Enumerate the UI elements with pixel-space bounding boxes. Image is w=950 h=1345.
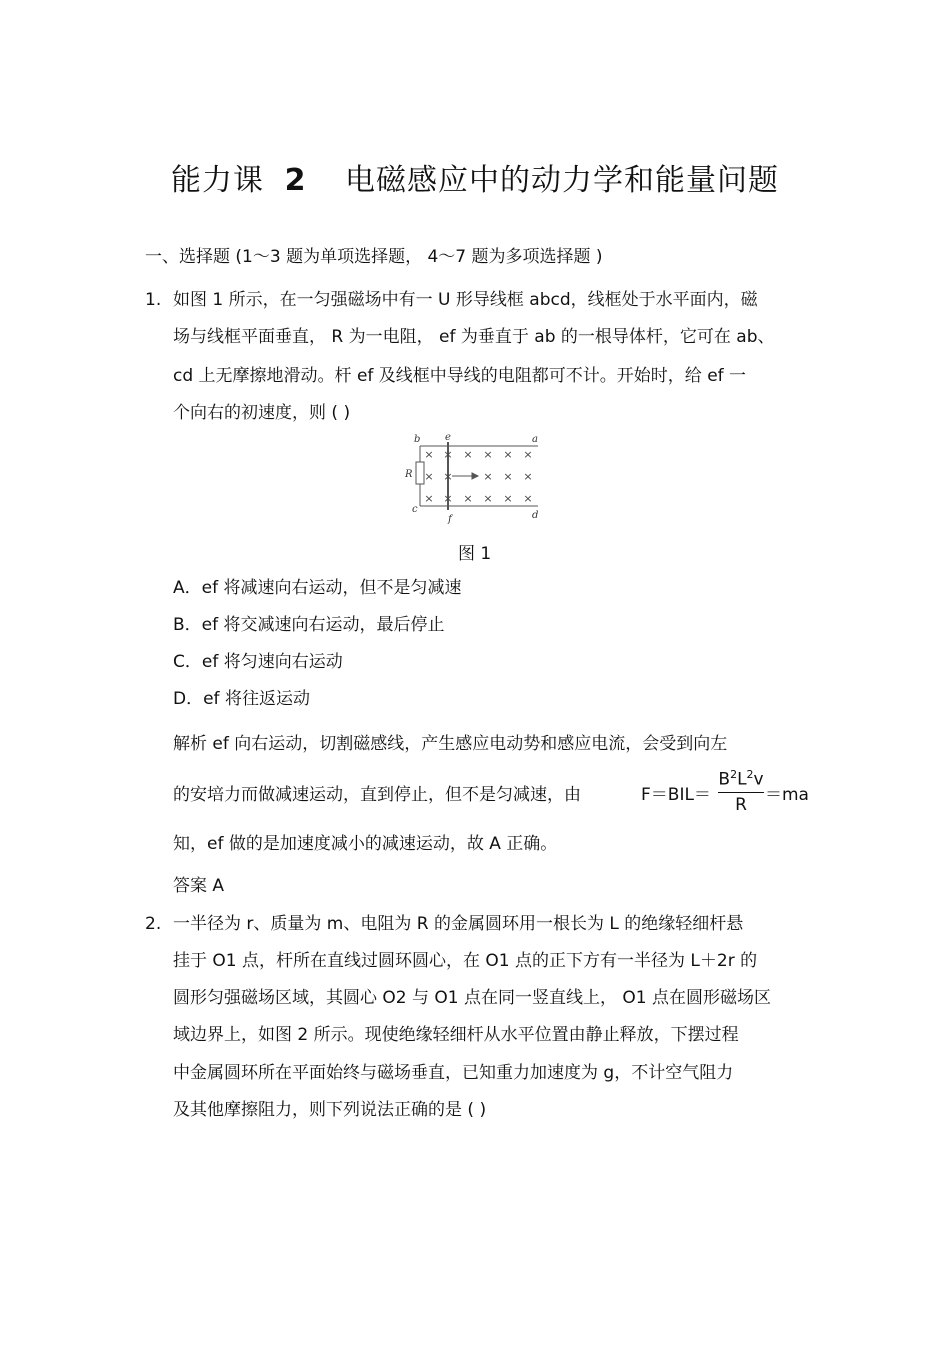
section-header: 一、选择题 (1～3 题为单项选择题， 4～7 题为多项选择题 ) (145, 247, 603, 267)
formula-lhs: F＝BIL＝ (641, 785, 711, 805)
analysis-line: 知，ef 做的是加速度减小的减速运动，故 A 正确。 (173, 834, 558, 854)
figure-label-f: f (448, 514, 452, 524)
question-1-line: 场与线框平面垂直， R 为一电阻， ef 为垂直于 ab 的一根导体杆，它可在 ab、 (173, 327, 775, 347)
question-2-line: 圆形匀强磁场区域，其圆心 O2 与 O1 点在同一竖直线上， O1 点在圆形磁场区 (173, 988, 772, 1008)
question-1-line: 如图 1 所示，在一匀强磁场中有一 U 形导线框 abcd，线框处于水平面内，磁 (173, 290, 758, 310)
answer-line: 答案 A (173, 876, 225, 896)
figure-label-b: b (414, 434, 421, 445)
formula-fraction (718, 768, 764, 815)
svg-text:×: × (443, 492, 453, 505)
question-2-line: 域边界上，如图 2 所示。现使绝缘轻细杆从水平位置由静止释放，下摆过程 (173, 1025, 739, 1045)
figure-label-e: e (445, 432, 451, 443)
title-main: 电磁感应中的动力学和能量问题 (344, 163, 779, 198)
question-1-line: 个向右的初速度，则 ( ) (173, 403, 351, 423)
question-2-line: 中金属圆环所在平面始终与磁场垂直，已知重力加速度为 g，不计空气阻力 (173, 1063, 734, 1083)
svg-text:×: × (483, 492, 493, 505)
fraction-bar (718, 792, 764, 793)
svg-text:×: × (424, 470, 434, 483)
title-number: 2 (284, 163, 307, 198)
figure-1-caption: 图 1 (458, 544, 492, 564)
question-2-line: 一半径为 r、质量为 m、电阻为 R 的金属圆环用一根长为 L 的绝缘轻细杆悬 (173, 914, 744, 934)
figure-label-R: R (405, 469, 413, 480)
svg-text:×: × (424, 448, 434, 461)
svg-text:×: × (483, 470, 493, 483)
title-prefix: 能力课 (171, 163, 265, 198)
figure-1-diagram (400, 432, 550, 524)
svg-text:×: × (503, 492, 513, 505)
svg-text:×: × (503, 448, 513, 461)
analysis-line: 的安培力而做减速运动，直到停止，但不是匀减速，由 (173, 785, 581, 805)
formula-numerator: $B^2L^2v$ (718, 768, 764, 790)
svg-text:×: × (443, 448, 453, 461)
svg-text:×: × (523, 470, 533, 483)
question-2-line: 挂于 O1 点，杆所在直线过圆环圆心，在 O1 点的正下方有一半径为 L＋2r 的 (173, 951, 758, 971)
svg-text:×: × (523, 492, 533, 505)
question-2-line: 及其他摩擦阻力，则下列说法正确的是 ( ) (173, 1100, 487, 1120)
question-1-number: 1. (145, 290, 162, 310)
figure-label-c: c (412, 504, 418, 515)
option-c: C．ef 将匀速向右运动 (173, 652, 343, 672)
svg-text:×: × (503, 470, 513, 483)
option-a: A．ef 将减速向右运动，但不是匀减速 (173, 578, 462, 598)
figure-label-a: a (532, 434, 538, 445)
svg-text:×: × (424, 492, 434, 505)
formula-denominator: R (735, 794, 747, 815)
option-d: D．ef 将往返运动 (173, 689, 310, 709)
analysis-line: 解析 ef 向右运动，切割磁感线，产生感应电动势和感应电流，会受到向左 (173, 734, 728, 754)
question-2-number: 2. (145, 914, 162, 934)
svg-text:×: × (443, 470, 453, 483)
svg-text:×: × (463, 492, 473, 505)
page-title (0, 155, 950, 199)
option-b: B．ef 将交减速向右运动，最后停止 (173, 615, 445, 635)
formula-rhs: ＝ma (765, 785, 809, 805)
question-1-line: cd 上无摩擦地滑动。杆 ef 及线框中导线的电阻都可不计。开始时，给 ef 一 (173, 366, 747, 386)
svg-text:×: × (483, 448, 493, 461)
svg-text:×: × (523, 448, 533, 461)
svg-text:×: × (463, 448, 473, 461)
figure-label-d: d (532, 510, 539, 521)
